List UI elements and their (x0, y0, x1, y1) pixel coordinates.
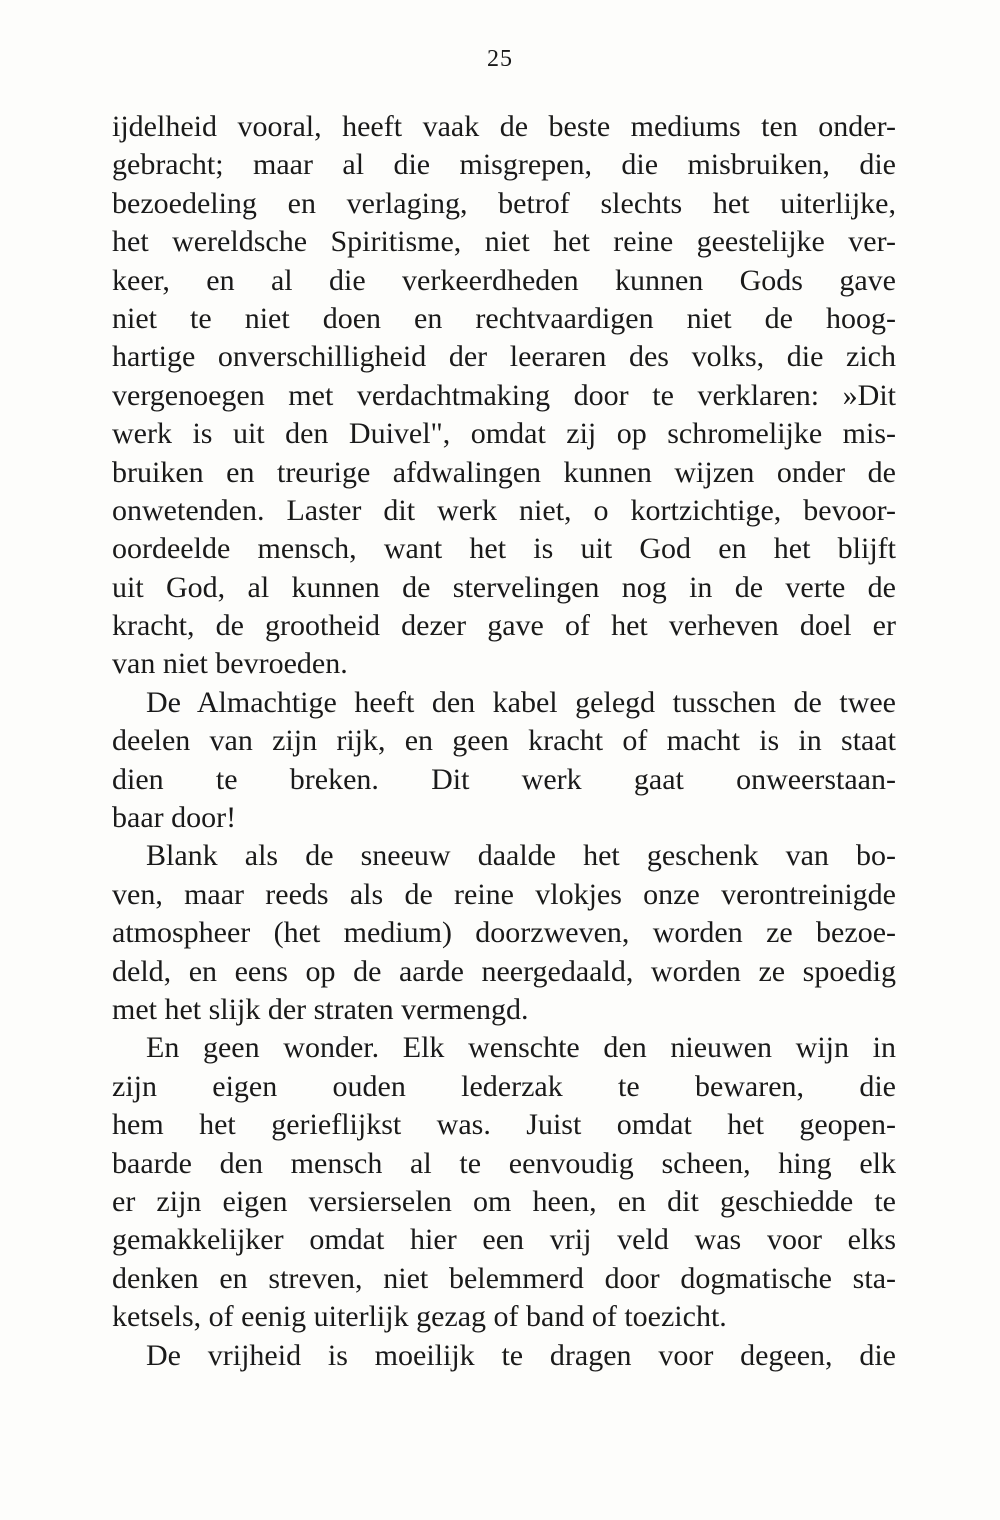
text-line: er zijn eigen versierselen om heen, en dit geschiedde te (112, 1184, 896, 1218)
text-line: keer, en al die verkeerdheden kunnen Gods gave (112, 263, 896, 297)
text-line: Blank als de sneeuw daalde het geschenk van bo- (146, 839, 896, 873)
text-line: ketsels, of eenig uiterlijk gezag of band of toezicht. (112, 1300, 727, 1334)
text-line: oordeelde mensch, want het is uit God en het blijft (112, 532, 896, 566)
text-line: gebracht; maar al die misgrepen, die misbruiken, die (112, 148, 896, 182)
text-line: vergenoegen met verdachtmaking door te verklaren: »Dit (112, 378, 896, 412)
text-line: En geen wonder. Elk wenschte den nieuwen wijn in (146, 1031, 896, 1065)
text-line: deelen van zijn rijk, en geen kracht of macht is in staat (112, 724, 896, 758)
text-line: niet te niet doen en rechtvaardigen niet de hoog- (112, 301, 896, 335)
text-line: De vrijheid is moeilijk te dragen voor degeen, die (146, 1338, 896, 1372)
text-line: hem het gerieflijkst was. Juist omdat het geopen- (112, 1108, 896, 1142)
text-line: atmospheer (het medium) doorzweven, worden ze bezoe- (112, 916, 896, 950)
text-line: uit God, al kunnen de stervelingen nog in de verte de (112, 570, 896, 604)
text-line: bruiken en treurige afdwalingen kunnen wijzen onder de (112, 455, 896, 489)
body-text (112, 108, 896, 1375)
text-line: hartige onverschilligheid der leeraren des volks, die zich (112, 340, 896, 374)
page-number: 25 (487, 46, 513, 72)
text-line: deld, en eens op de aarde neergedaald, worden ze spoedig (112, 954, 896, 988)
text-line: ven, maar reeds als de reine vlokjes onze verontreinigde (112, 877, 896, 911)
text-line: met het slijk der straten vermengd. (112, 992, 529, 1026)
text-line: baarde den mensch al te eenvoudig scheen, hing elk (112, 1146, 896, 1180)
text-line: werk is uit den Duivel", omdat zij op schromelijke mis- (112, 417, 896, 451)
text-line: het wereldsche Spiritisme, niet het reine geestelijke ver- (112, 225, 896, 259)
text-line: van niet bevroeden. (112, 647, 348, 681)
text-line: gemakkelijker omdat hier een vrij veld was voor elks (112, 1223, 896, 1257)
text-line: denken en streven, niet belemmerd door dogmatische sta- (112, 1261, 896, 1295)
text-line: dien te breken. Dit werk gaat onweerstaan- (112, 762, 896, 796)
text-line: baar door! (112, 801, 237, 835)
text-line: kracht, de grootheid dezer gave of het verheven doel er (112, 609, 896, 643)
text-line: zijn eigen ouden lederzak te bewaren, die (112, 1069, 896, 1103)
text-line: onwetenden. Laster dit werk niet, o kortzichtige, bevoor- (112, 493, 896, 527)
text-line: ijdelheid vooral, heeft vaak de beste mediums ten onder- (112, 110, 896, 143)
text-line: De Almachtige heeft den kabel gelegd tusschen de twee (146, 685, 896, 719)
text-line: bezoedeling en verlaging, betrof slechts het uiterlijke, (112, 186, 896, 220)
